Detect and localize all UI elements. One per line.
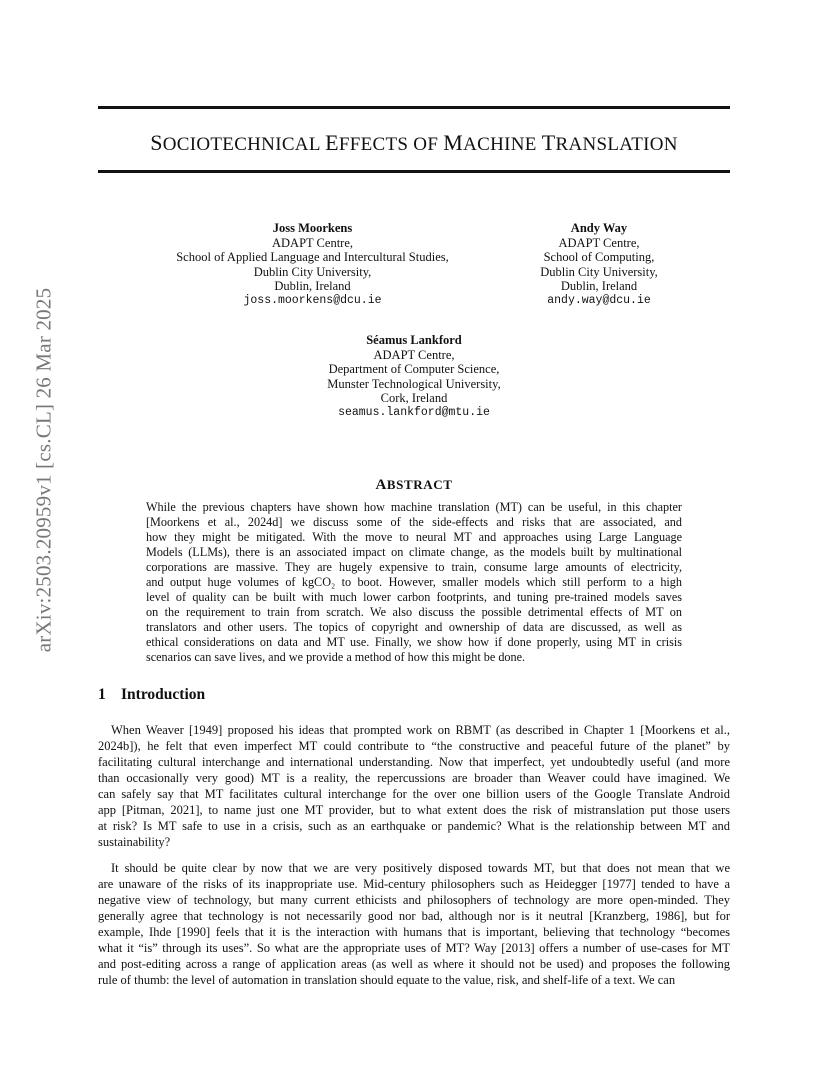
abstract-line: While the previous chapters have shown how machine translation (MT) can be useful, in this chapter [146,500,682,514]
body-line: negative view of technology, but many current ethicists and philosophers of technology are more open-minded. They [98,893,730,907]
title-word-cap: M [443,130,464,155]
author-affiliation: ADAPT Centre, [271,235,353,250]
abstract-heading [98,477,730,494]
abstract-line: level of quality can be built with much lower carbon footprints, and tuning pre-trained models saves [146,590,682,604]
abstract-line: how they might be mitigated. With the move to neural MT and approaches using Large Language [146,530,682,544]
abstract-line: translators and other users. The topics of copyright and ownership of data are discussed, as well as [146,620,682,634]
title-word-rest: FFECTS [338,134,409,155]
author-affiliation: Dublin City University, [540,264,658,279]
body-line: When Weaver [1949] proposed his ideas that prompted work on RBMT (as described in Chapter 1 [Moorkens et al., [111,723,730,737]
abstract-line: ethical considerations on data and MT use. Finally, we show how if done properly, using MT in crisis [146,635,682,649]
author-block [150,221,475,309]
title-word-cap: E [325,130,339,155]
abstract-heading-rest: BSTRACT [386,477,453,492]
body-line: can safely say that MT facilitates cultural interchange for the over one billion users of the Google Translate Android [98,787,730,801]
body-line: what it “is” through its uses”. So what are the appropriate uses of MT? Way [2013] offers a number of use-cases for MT [98,941,730,955]
body-line: It should be quite clear by now that we are very positively disposed towards MT, but that does not mean that we [111,861,730,875]
title-rule-bottom [98,170,730,173]
author-affiliation: ADAPT Centre, [373,347,455,362]
abstract-line: [Moorkens et al., 2024d] we discuss some of the side-effects and risks that are associated, and [146,515,682,529]
author-block [509,221,689,309]
abstract-line: corporations are massive. They are hugely expensive to train, consume large amounts of electricity, [146,560,682,574]
body-line: app [Pitman, 2021], to name just one MT provider, but to what extent does the risk of mistranslation put those users [98,803,730,817]
body-line: facilitating cultural interchange and international understanding. Now that imperfect, yet undoubtedly useful (and more [98,755,730,769]
author-email[interactable]: andy.way@dcu.ie [547,293,651,307]
author-affiliation: Dublin, Ireland [274,279,351,294]
title-word-rest: RANSLATION [555,134,678,155]
author-affiliation: School of Computing, [543,250,655,265]
body-line: example, Ihde [1990] feels that it is the interaction with humans that is important, believing that technology “becomes [98,925,730,939]
body-line: rule of thumb: the level of automation in translation should equate to the value, risk, and shelf-life of a text. We can [98,973,676,987]
abstract-heading-cap: A [375,477,387,493]
author-affiliation: Dublin City University, [253,264,372,279]
title-word-cap: S [150,130,163,155]
author-affiliation: Cork, Ireland [380,391,448,406]
body-line: are unaware of the risks of its inappropriate use. Mid-century philosophers such as Heidegger [1977] tended to have a [98,877,730,891]
body-line: at risk? Is MT safe to use in a crisis, such as an earthquake or pandemic? What is the relationship between MT and [98,819,730,833]
body-line: generally agree that technology is not necessarily good nor bad, although nor is it neutral [Kranzberg, 1986], but for [98,909,730,923]
author-name: Joss Moorkens [272,221,353,235]
body-line: 2024b]), he felt that even imperfect MT could contribute to “the constructive and peaceful future of the planet” by [98,739,730,753]
body-line: sustainability? [98,835,171,849]
author-affiliation: ADAPT Centre, [558,235,640,250]
title-rule-top [98,106,730,109]
arxiv-id: arXiv:2503.20959v1 [cs.CL] 26 Mar 2025 [31,287,56,653]
body-line: than occasionally very good) MT is a reality, the repercussions are broader than Weaver could have imagined. We [98,771,730,785]
author-affiliation: Munster Technological University, [327,376,501,391]
author-name: Andy Way [570,221,628,235]
title-word: OF [413,134,439,155]
author-affiliation: School of Applied Language and Intercultural Studies, [176,250,449,265]
title-word-rest: OCIOTECHNICAL [162,134,321,155]
abstract-line: scenarios can save lives, and we provide a method of how this might be done. [146,650,526,664]
author-block [299,333,529,421]
paper-title [98,130,730,156]
author-name: Séamus Lankford [366,333,462,347]
body-line: and post-editing across a range of application areas (as well as where it should not be used) and proposes the following [98,957,730,971]
section-title: Introduction [121,686,206,703]
abstract-line: Models (LLMs), there is an associated impact on climate change, as the models built by multinational [146,545,682,559]
author-email[interactable]: seamus.lankford@mtu.ie [338,405,490,419]
author-affiliation: Department of Computer Science, [328,362,500,377]
abstract-line: on the requirement to train from scratch. We also discuss the possible detrimental effects of MT on [146,605,682,619]
author-affiliation: Dublin, Ireland [560,279,638,294]
section-number: 1 [98,686,106,703]
section-heading [98,686,205,704]
title-word-rest: ACHINE [463,134,537,155]
title-word-cap: T [541,130,556,155]
author-email[interactable]: joss.moorkens@dcu.ie [243,293,382,307]
abstract-line: and output huge volumes of kgCO₂ to boot. However, smaller models which still perform to a high [146,575,682,589]
